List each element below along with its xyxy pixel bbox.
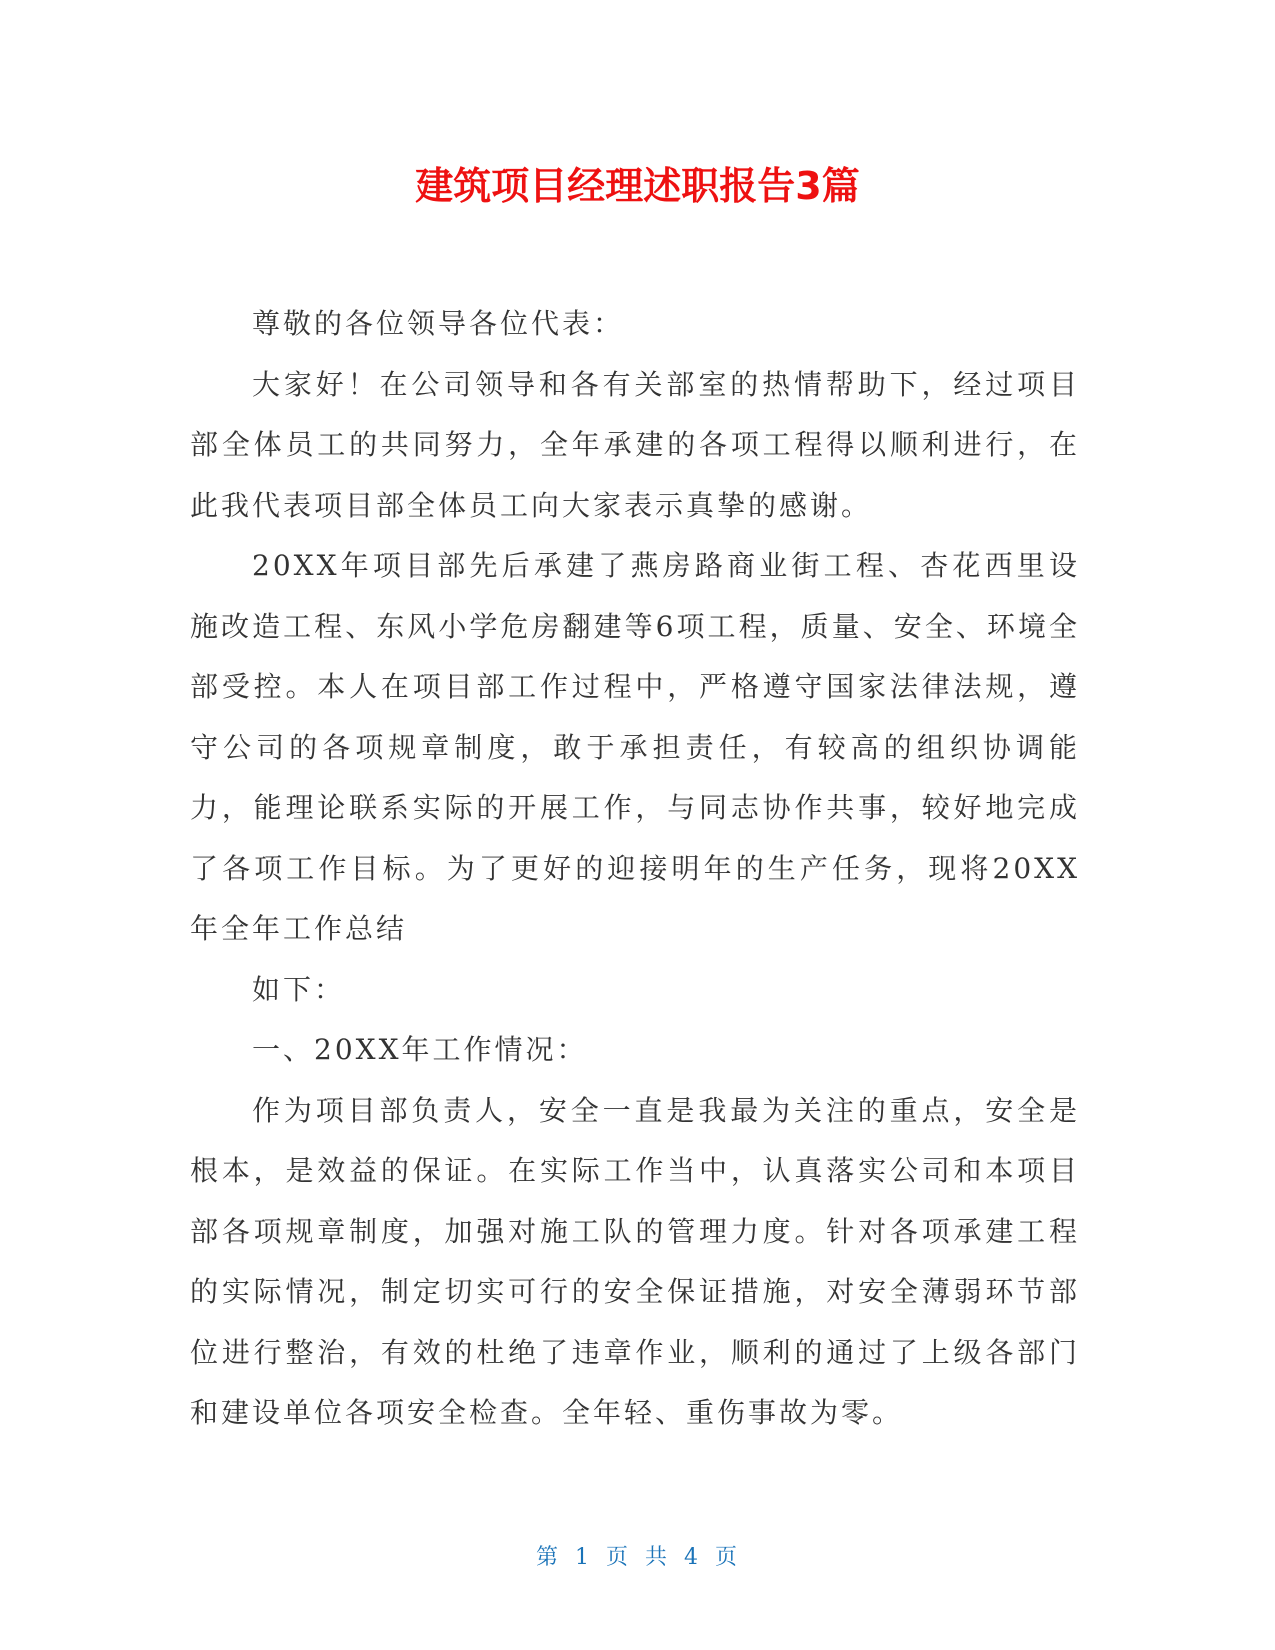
section-heading-1: 一、20XX年工作情况： [252,1033,588,1066]
paragraph-greeting: 大家好！在公司领导和各有关部室的热情帮助下，经过项目部全体员工的共同努力，全年承建的各项工程得以顺利进行，在此我代表项目部全体员工向大家表示真挚的感谢。 [190,367,1080,522]
paragraph-safety: 作为项目部负责人，安全一直是我最为关注的重点，安全是根本，是效益的保证。在实际工作当中，认真落实公司和本项目部各项规章制度，加强对施工队的管理力度。针对各项承建工程的实际情况，制定切实可行的安全保证措施，对安全薄弱环节部位进行整治，有效的杜绝了违章作业，顺利的通过了上级各部门和建设单位各项安全检查。全年轻、重伤事故为零。 [190,1093,1080,1429]
paragraph-as-follows: 如下： [252,972,346,1006]
document-title: 建筑项目经理述职报告3篇 [415,164,860,208]
document-body [190,294,1080,1444]
paragraph-overview: 20XX年项目部先后承建了燕房路商业街工程、杏花西里设施改造工程、东风小学危房翻建等6项工程，质量、安全、环境全部受控。本人在项目部工作过程中，严格遵守国家法律法规，遵守公司的各项规章制度，敢于承担责任，有较高的组织协调能力，能理论联系实际的开展工作，与同志协作共事，较好地完成了各项工作目标。为了更好的迎接明年的生产任务，现将20XX年全年工作总结 [190,549,1080,945]
paragraph-salutation: 尊敬的各位领导各位代表： [252,307,625,340]
page-footer: 第 1 页 共 4 页 [536,1545,739,1570]
